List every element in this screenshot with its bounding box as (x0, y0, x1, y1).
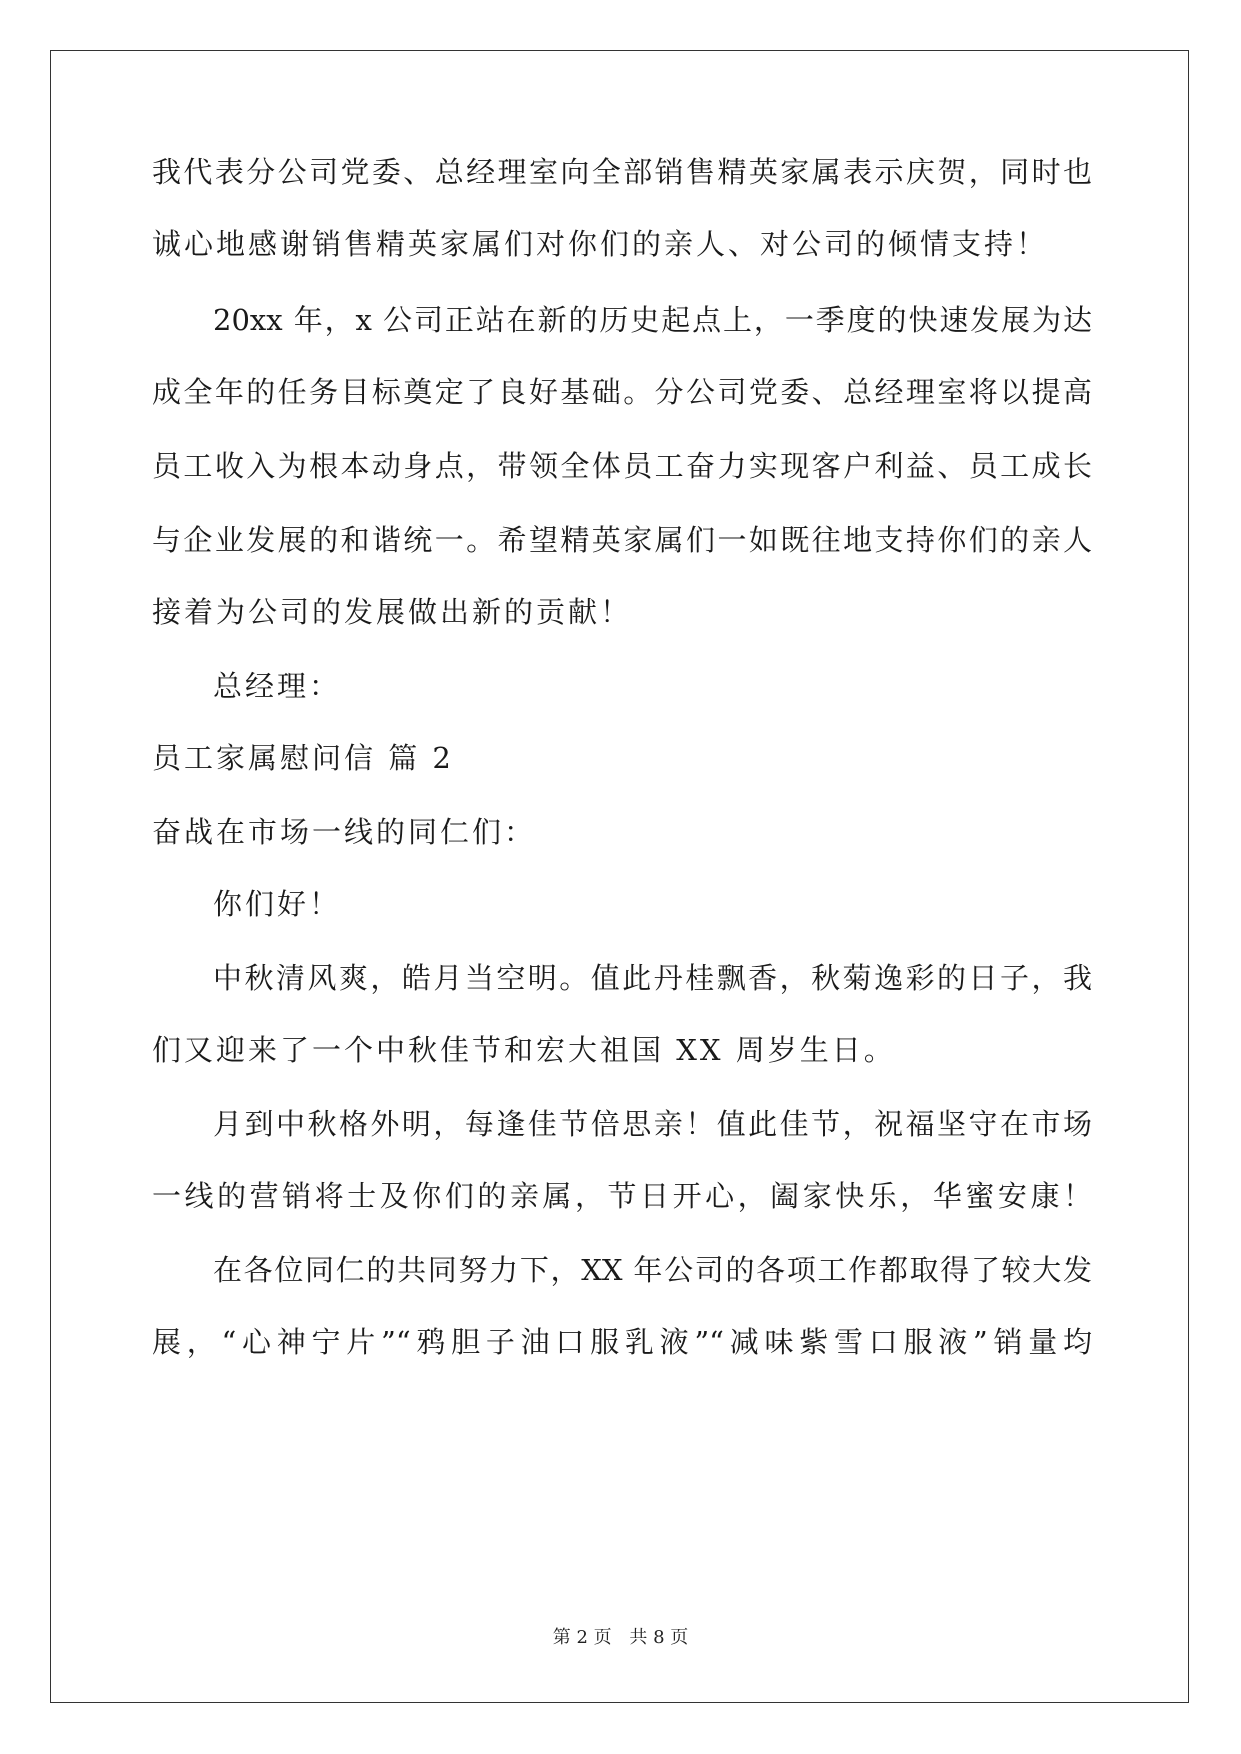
text-line: 在各位同仁的共同努力下，XX 年公司的各项工作都取得了较大发 (213, 1253, 1092, 1287)
text-line: 月到中秋格外明，每逢佳节倍思亲！值此佳节，祝福坚守在市场 (213, 1107, 1092, 1141)
section-heading: 员工家属慰问信 篇 2 (152, 741, 454, 775)
text-line: 展，“心神宁片”“鸦胆子油口服乳液”“减味紫雪口服液”销量均 (152, 1325, 1092, 1359)
text-line: 诚心地感谢销售精英家属们对你们的亲人、对公司的倾情支持！ (152, 227, 1049, 261)
text-line: 成全年的任务目标奠定了良好基础。分公司党委、总经理室将以提高 (152, 375, 1092, 409)
page-total: 共 8 页 (629, 1627, 689, 1648)
text-line: 员工收入为根本动身点，带领全体员工奋力实现客户利益、员工成长 (152, 449, 1092, 483)
greeting: 你们好！ (213, 887, 342, 921)
page-footer (0, 1626, 1241, 1650)
text-line: 20xx 年，x 公司正站在新的历史起点上，一季度的快速发展为达 (213, 303, 1092, 337)
page-frame (50, 50, 1189, 1703)
text-line: 我代表分公司党委、总经理室向全部销售精英家属表示庆贺，同时也 (152, 155, 1092, 189)
signature-label: 总经理： (213, 669, 342, 703)
text-line: 接着为公司的发展做出新的贡献！ (152, 595, 633, 629)
salutation: 奋战在市场一线的同仁们： (152, 815, 537, 849)
text-line: 中秋清风爽，皓月当空明。值此丹桂飘香，秋菊逸彩的日子，我 (213, 961, 1092, 995)
text-line: 一线的营销将士及你们的亲属，节日开心，阖家快乐，华蜜安康！ (152, 1179, 1092, 1213)
page-number: 第 2 页 (552, 1627, 612, 1648)
text-line: 与企业发展的和谐统一。希望精英家属们一如既往地支持你们的亲人 (152, 523, 1092, 557)
text-line: 们又迎来了一个中秋佳节和宏大祖国 XX 周岁生日。 (152, 1033, 896, 1067)
